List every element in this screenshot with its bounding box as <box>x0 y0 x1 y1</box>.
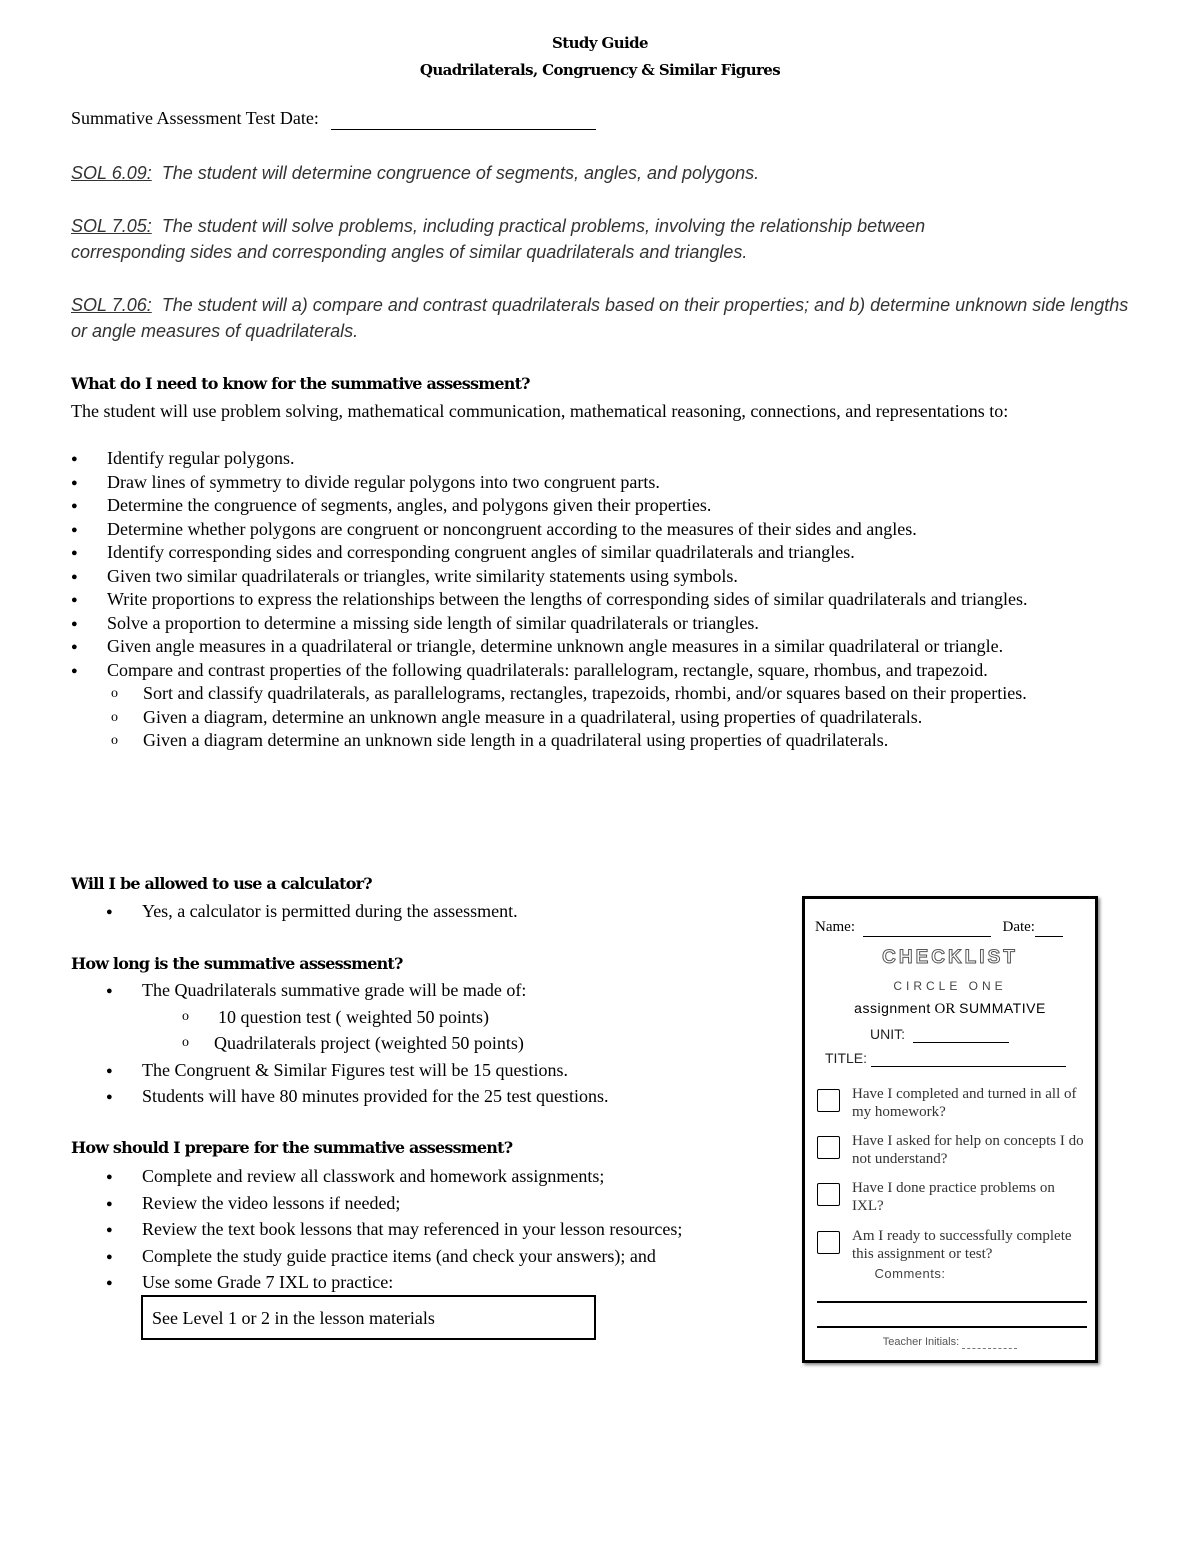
need-to-know-list <box>71 447 1121 753</box>
list-item: ● Identify regular polygons. <box>71 447 1121 471</box>
sub-list-item: o Given a diagram, determine an unknown angle measure in a quadrilateral, using properties of quadrilaterals. <box>107 706 1121 730</box>
checklist-item-text: Am I ready to successfully complete this assignment or test? <box>852 1228 1072 1262</box>
checklist-teacher-initials-row <box>805 1336 1095 1349</box>
checklist-comments-label: Comments: <box>874 1266 946 1281</box>
list-item: ● Determine the congruence of segments, angles, and polygons given their properties. <box>71 494 1121 518</box>
calculator-heading: Will I be allowed to use a calculator? <box>71 874 372 893</box>
list-item: ● Given two similar quadrilaterals or triangles, write similarity statements using symbols. <box>71 565 1121 589</box>
checklist-date-blank[interactable] <box>1035 919 1063 937</box>
sub-list-item: o Sort and classify quadrilaterals, as parallelograms, rectangles, trapezoids, rhombi, and/or squares based on their properties. <box>107 682 1121 706</box>
checklist-name-label: Name: <box>815 919 855 935</box>
checkbox[interactable] <box>817 1136 840 1159</box>
checklist-title: CHECKLIST <box>882 947 1018 968</box>
how-long-list <box>106 977 786 1003</box>
sol-text: The student will a) compare and contrast quadrilaterals based on their properties; and b) determine unknown side lengths or angle measures of quadrilaterals. <box>71 295 1129 341</box>
option-assignment[interactable]: assignment <box>854 1000 931 1016</box>
checklist-card <box>802 896 1098 1363</box>
calculator-list <box>106 898 786 924</box>
sub-list <box>71 682 1121 753</box>
title-line-2: Quadrilaterals, Congruency & Similar Figures <box>419 61 781 79</box>
checklist-item-text: Have I completed and turned in all of my homework? <box>852 1086 1077 1120</box>
checklist-item-homework[interactable] <box>817 1085 1087 1127</box>
sol-7-05 <box>71 213 1031 265</box>
list-item: ● Complete the study guide practice items (and check your answers); and <box>106 1243 786 1270</box>
list-item: ● Students will have 80 minutes provided for the 25 test questions. <box>106 1083 786 1109</box>
sub-list-item <box>178 1004 858 1030</box>
prepare-heading: How should I prepare for the summative assessment? <box>71 1138 513 1157</box>
sub-list-item: o Quadrilaterals project (weighted 50 points) <box>178 1030 858 1056</box>
list-item: ● Draw lines of symmetry to divide regular polygons into two congruent parts. <box>71 471 1121 495</box>
teacher-initials-label: Teacher Initials: <box>882 1336 960 1348</box>
sol-code: SOL 7.06: <box>71 295 152 315</box>
list-item: ● Identify corresponding sides and corresponding congruent angles of similar quadrilaterals and triangles. <box>71 541 1121 565</box>
comments-line-1[interactable] <box>817 1301 1087 1303</box>
checklist-title-blank[interactable] <box>871 1050 1066 1067</box>
sol-code: SOL 6.09: <box>71 163 152 183</box>
checklist-item-text: Have I done practice problems on IXL? <box>852 1180 1055 1214</box>
title-line-1: Study Guide <box>552 34 648 52</box>
comments-line-2[interactable] <box>817 1326 1087 1328</box>
checklist-name-blank[interactable] <box>863 919 991 937</box>
ixl-level-text: See Level 1 or 2 in the lesson materials <box>152 1308 435 1328</box>
list-item: ● Solve a proportion to determine a missing side length of similar quadrilaterals or triangles. <box>71 612 1121 636</box>
checklist-name-row <box>815 919 1063 937</box>
list-item: ● Compare and contrast properties of the following quadrilaterals: parallelogram, rectangle, square, rhombus, and trapezoid. <box>71 659 1121 683</box>
test-date-row <box>71 108 596 130</box>
sol-6-09 <box>71 160 1131 186</box>
list-item: ● Given angle measures in a quadrilateral or triangle, determine unknown angle measures in a similar quadrilateral or triangle. <box>71 635 1121 659</box>
sol-7-06 <box>71 292 1136 344</box>
prepare-list <box>106 1163 786 1296</box>
checklist-circle-one: CIRCLE ONE <box>893 979 1007 993</box>
checklist-item-text: Have I asked for help on concepts I do not understand? <box>852 1133 1084 1167</box>
how-long-heading: How long is the summative assessment? <box>71 954 403 973</box>
page-title <box>0 30 1200 84</box>
checklist-type-options <box>805 1000 1095 1018</box>
test-date-blank[interactable] <box>331 108 596 130</box>
list-item: ● Use some Grade 7 IXL to practice: <box>106 1269 786 1296</box>
checklist-item-ready[interactable] <box>817 1227 1087 1269</box>
list-item: ● Review the video lessons if needed; <box>106 1190 786 1217</box>
sol-text: The student will determine congruence of segments, angles, and polygons. <box>161 163 760 183</box>
checklist-date-label: Date: <box>1002 919 1035 935</box>
test-date-label: Summative Assessment Test Date: <box>71 108 319 128</box>
checkbox[interactable] <box>817 1183 840 1206</box>
list-item: ● Yes, a calculator is permitted during the assessment. <box>106 898 786 924</box>
list-item: ● The Quadrilaterals summative grade will be made of: <box>106 977 786 1003</box>
checklist-unit-blank[interactable] <box>913 1026 1009 1043</box>
list-item: ● Write proportions to express the relationships between the lengths of corresponding sides of similar quadrilaterals and triangles. <box>71 588 1121 612</box>
checklist-title-label: TITLE: <box>825 1050 868 1066</box>
sol-text: The student will solve problems, including practical problems, involving the relationship between corresponding sides and corresponding angles of similar quadrilaterals and triangles. <box>71 216 926 262</box>
checklist-title-row <box>825 1050 1066 1067</box>
checkbox[interactable] <box>817 1231 840 1254</box>
how-long-list-2 <box>106 1057 786 1109</box>
checklist-item-help[interactable] <box>817 1132 1087 1174</box>
option-or: OR <box>934 1001 956 1017</box>
list-item: ● Complete and review all classwork and homework assignments; <box>106 1163 786 1190</box>
sub-list-item: o Given a diagram determine an unknown side length in a quadrilateral using properties of quadrilaterals. <box>107 729 1121 753</box>
ixl-level-box <box>141 1295 596 1340</box>
checklist-unit-label: UNIT: <box>870 1026 905 1042</box>
checklist-unit-row <box>870 1026 1009 1043</box>
sub-list-item-text: 10 question test ( weighted 50 points) <box>218 1007 489 1027</box>
list-item: ● Determine whether polygons are congruent or noncongruent according to the measures of their sides and angles. <box>71 518 1121 542</box>
option-summative[interactable]: SUMMATIVE <box>959 1000 1046 1016</box>
how-long-sub-list <box>142 1004 858 1056</box>
teacher-initials-blank[interactable] <box>962 1336 1017 1349</box>
need-to-know-intro: The student will use problem solving, mathematical communication, mathematical reasoning, connections, and representations to: <box>71 401 1009 421</box>
checkbox[interactable] <box>817 1089 840 1112</box>
checklist-item-ixl[interactable] <box>817 1179 1087 1221</box>
sol-code: SOL 7.05: <box>71 216 152 236</box>
need-to-know-heading: What do I need to know for the summative assessment? <box>71 374 530 393</box>
list-item: ● The Congruent & Similar Figures test will be 15 questions. <box>106 1057 786 1083</box>
list-item: ● Review the text book lessons that may referenced in your lesson resources; <box>106 1216 786 1243</box>
